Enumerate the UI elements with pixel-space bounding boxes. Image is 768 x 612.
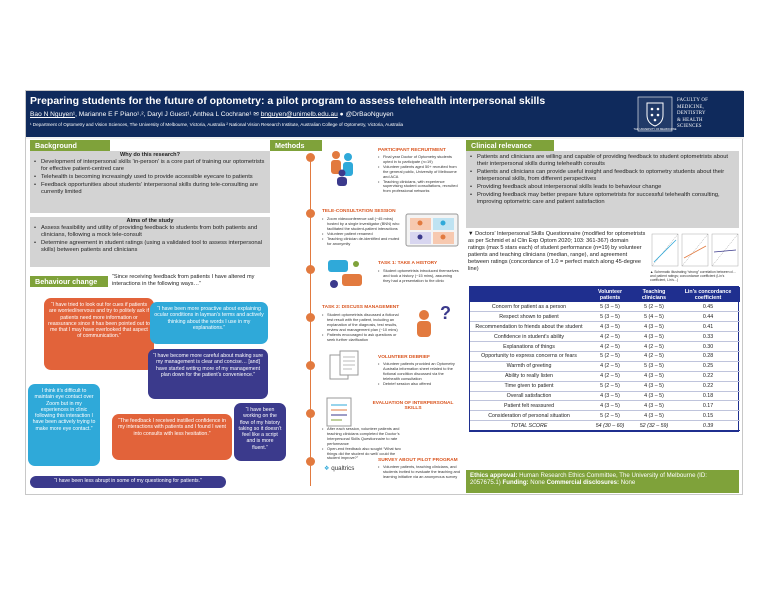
rating-cell: 5 (4 – 5) xyxy=(632,312,676,322)
table-body xyxy=(470,302,740,431)
rating-cell: 4 (2 – 5) xyxy=(588,371,632,381)
rating-cell: 4 (3 – 5) xyxy=(632,411,676,421)
step-text xyxy=(322,313,404,342)
funding-text: None xyxy=(528,479,547,487)
conversation-icon xyxy=(326,258,364,292)
poster xyxy=(25,90,743,495)
rating-form-icon xyxy=(324,395,358,429)
ethics-label: Ethics approval: xyxy=(470,472,518,479)
faculty-line: SCIENCES xyxy=(677,124,702,130)
domain-label-cell: TOTAL SCORE xyxy=(470,421,588,431)
domain-label-cell: Consideration of personal situation xyxy=(470,411,588,421)
clinical-bullet: • Providing feedback about interpersonal skills leads to behaviour change xyxy=(468,184,736,191)
timeline-dot xyxy=(306,409,315,418)
timeline-dot xyxy=(306,361,315,370)
rating-cell: 0.17 xyxy=(676,401,740,411)
clinical-bullet: • Patients and clinicians can provide useful insight and feedback to optometry students about their interpersonal skills, from different perspectives xyxy=(468,169,736,183)
table-total-row xyxy=(470,421,740,431)
rating-cell: 4 (3 – 5) xyxy=(632,401,676,411)
table-row xyxy=(470,361,740,371)
step-bullet: • Final year Doctor of Optometry students opted in to participate (n=19) xyxy=(378,155,460,165)
rating-cell: 5 (2 – 5) xyxy=(632,302,676,312)
domain-label-cell: Explanations of things xyxy=(470,342,588,352)
table-header-cell: Lin’s concordance coefficient xyxy=(676,287,740,302)
faculty-line: DENTISTRY xyxy=(677,111,706,117)
rating-cell: 5 (2 – 5) xyxy=(588,351,632,361)
qualtrics-logo xyxy=(324,465,354,472)
table-header-cell xyxy=(470,287,588,302)
table-row xyxy=(470,332,740,342)
timeline-dot xyxy=(306,153,315,162)
aims-bullet: • Determine agreement in student ratings (using a validated tool to assess interpersonal skills) between patients and clinicians xyxy=(32,240,267,254)
domain-label-cell: Ability to really listen xyxy=(470,371,588,381)
co-authors: , Marianne E F Piano¹˒², Daryl J Guest¹, Anthea L Cochrane¹ xyxy=(75,111,252,118)
step-text xyxy=(378,362,460,387)
author-twitter[interactable]: @DrBaoNguyen xyxy=(345,111,394,118)
rating-cell: 4 (2 – 5) xyxy=(588,342,632,352)
clinical-bullet: • Providing feedback may better prepare future optometrists for successful telehealth consulting, improving optometric care and patient satisfaction xyxy=(468,192,736,206)
rating-cell: 0.22 xyxy=(676,381,740,391)
table-row xyxy=(470,401,740,411)
poster-header xyxy=(26,91,744,137)
domain-label-cell: Respect shown to patient xyxy=(470,312,588,322)
step-title: VOLUNTEER DEBRIEF xyxy=(378,355,430,360)
background-box xyxy=(30,151,270,213)
step-text xyxy=(378,465,460,480)
step-bullet: • Volunteer patients, teaching clinicians, and students invited to evaluate the teaching and learning initiative via an anonymous survey xyxy=(378,465,460,480)
author-email[interactable]: bnguyen@unimelb.edu.au xyxy=(260,111,338,118)
step-bullet: • Teaching clinicians, with experience supervising student consultations, recruited from professional networks xyxy=(378,180,460,195)
step-title: TASK 1: TAKE A HISTORY xyxy=(378,261,438,266)
step-bullet: • Zoom videoconference call (~45 mins) hosted by a single investigator (BNN) who facilitated the student-patient interactions xyxy=(322,217,402,232)
rating-cell: 4 (2 – 5) xyxy=(588,361,632,371)
rating-cell: 4 (3 – 5) xyxy=(632,332,676,342)
behaviour-prompt: “Since receiving feedback from patients I have altered my interactions in the following ways…” xyxy=(112,274,255,287)
background-bullet: • Feedback opportunities about students’ interpersonal skills during tele-consulting are currently limited xyxy=(32,182,267,196)
ethics-text: Human Research Ethics Committee, The University of Melbourne (ID: 2057675.1) xyxy=(470,472,707,487)
domain-label-cell: Recommendation to friends about the student xyxy=(470,322,588,332)
domain-label-cell: Patient felt reassured xyxy=(470,401,588,411)
domain-label-cell: Concern for patient as a person xyxy=(470,302,588,312)
clinical-bullet: • Patients and clinicians are willing and capable of providing feedback to student optometrists about their interpersonal skills during telehealth consults xyxy=(468,154,736,168)
svg-text:?: ? xyxy=(440,303,451,323)
domain-label-cell: Opportunity to express concerns or fears xyxy=(470,351,588,361)
domain-label-cell: Confidence in student’s ability xyxy=(470,332,588,342)
university-crest-logo xyxy=(633,97,677,131)
rating-cell: 4 (2 – 5) xyxy=(588,332,632,342)
affiliations: ¹ Department of Optometry and Vision Sciences, The University of Melbourne, Victoria, Australia ² National Vision Research Institute, Australian College of Optometry, Victoria, Australia xyxy=(30,122,404,127)
video-call-icon xyxy=(404,211,460,251)
rating-cell: 4 (2 – 5) xyxy=(632,351,676,361)
rating-cell: 0.33 xyxy=(676,332,740,342)
step-bullet: • Debrief session also offered xyxy=(378,382,460,387)
faculty-line: FACULTY OF xyxy=(677,98,709,103)
qualtrics-label: qualtrics xyxy=(331,465,355,472)
poster-title: Preparing students for the future of optometry: a pilot program to assess telehealth interpersonal skills xyxy=(30,95,546,107)
rating-cell: 4 (3 – 5) xyxy=(588,401,632,411)
quote-bubble: “I have been more proactive about explaining ocular conditions in layman’s terms and actively thinking about the words I use in my explanations.” xyxy=(150,302,268,344)
step-text xyxy=(378,269,460,284)
rating-cell: 0.18 xyxy=(676,391,740,401)
disclosure-text: None xyxy=(619,479,636,487)
step-text xyxy=(322,217,402,246)
clinical-heading: Clinical relevance xyxy=(466,140,554,151)
qualtrics-icon: ❖ xyxy=(324,465,330,472)
domain-label-cell: Time given to patient xyxy=(470,381,588,391)
timeline-dot xyxy=(306,209,315,218)
table-header-cell: Volunteer patients xyxy=(588,287,632,302)
rating-cell: 4 (2 – 5) xyxy=(632,342,676,352)
table-header-cell: Teaching clinicians xyxy=(632,287,676,302)
quote-bubble: I think it’s difficult to maintain eye contact over Zoom but in my experiences in clinic following this interaction I have been actively trying to make more eye contact.” xyxy=(28,384,100,466)
ratings-table-wrapper xyxy=(469,286,739,432)
table-header-row xyxy=(470,287,740,302)
quote-bubble: “I have tried to look out for cues if patients are worried/nervous and try to politely ask if patients need more information or reassurance since it has been pointed out to me that I may have overlooked that aspect of communication.” xyxy=(44,298,154,370)
rating-cell: 4 (3 – 5) xyxy=(632,371,676,381)
rating-cell: 5 (3 – 5) xyxy=(588,302,632,312)
logo-university-name: THE UNIVERSITY OF MELBOURNE xyxy=(633,128,677,131)
faculty-line: MEDICINE, xyxy=(677,104,704,110)
methods-heading: Methods xyxy=(270,140,322,151)
email-icon: ✉ xyxy=(253,111,259,118)
quote-bubble: “I have become more careful about making sure my management is clear and concise… [and] have started writing more of my management plan down for the patient’s convenience.” xyxy=(148,349,268,399)
quote-bubble: “I have been working on the flow of my history taking so it doesn’t feel like a script and is more fluent.” xyxy=(234,403,286,461)
step-bullet: • Open-end feedback also sought “What two things did the student do well/ could the student improve?” xyxy=(322,447,404,462)
step-title: PARTICIPANT RECRUITMENT xyxy=(378,148,446,153)
aims-title: Aims of the study xyxy=(126,218,174,224)
ethics-footer xyxy=(466,470,739,493)
step-bullet: • Patients encouraged to ask questions or seek further clarification xyxy=(322,333,404,343)
step-title: TASK 2: DISCUSS MANAGEMENT xyxy=(322,305,400,310)
rating-cell: 5 (2 – 5) xyxy=(588,411,632,421)
table-row xyxy=(470,381,740,391)
rating-cell: 54 (30 – 60) xyxy=(588,421,632,431)
funding-label: Funding: xyxy=(502,479,529,487)
table-row xyxy=(470,322,740,332)
rating-cell: 5 (2 – 5) xyxy=(588,381,632,391)
lead-author: Bao N Nguyen¹ xyxy=(30,111,76,118)
step-title: EVALUATION OF INTERPERSONAL SKILLS xyxy=(372,401,454,412)
timeline-dot xyxy=(306,313,315,322)
rating-cell: 52 (32 – 59) xyxy=(632,421,676,431)
step-text xyxy=(322,427,404,461)
table-row xyxy=(470,371,740,381)
aims-bullet: • Assess feasibility and utility of providing feedback to students from both patients and clinicians, following a mock tele-consult xyxy=(32,225,267,239)
step-bullet: • Teaching clinician de-identified and muted for anonymity xyxy=(322,237,402,247)
rating-cell: 0.25 xyxy=(676,361,740,371)
rating-cell: 0.39 xyxy=(676,421,740,431)
twitter-icon: ● xyxy=(339,111,344,118)
question-person-icon xyxy=(412,301,458,341)
rating-cell: 0.15 xyxy=(676,411,740,421)
quote-bubble: “The feedback I received instilled confidence in my interactions with patients and I found I went into consults with less hesitation.” xyxy=(112,414,232,460)
timeline-dot xyxy=(306,457,315,466)
domain-label-cell: Overall satisfaction xyxy=(470,391,588,401)
table-row xyxy=(470,411,740,421)
rating-cell: 4 (3 – 5) xyxy=(588,322,632,332)
aims-box xyxy=(30,217,270,267)
step-bullet: • Student optometrists discussed a fictional test result with the patient, including an explanation of the diagnosis, test results, review and management plan (~10 mins) xyxy=(322,313,404,333)
rating-cell: 4 (3 – 5) xyxy=(588,391,632,401)
step-title: SURVEY ABOUT PILOT PROGRAM xyxy=(378,458,458,463)
table-row xyxy=(470,312,740,322)
table-row xyxy=(470,351,740,361)
faculty-logo-text xyxy=(677,98,739,131)
rating-cell: 0.45 xyxy=(676,302,740,312)
rating-cell: 4 (3 – 5) xyxy=(632,391,676,401)
rating-cell: 4 (3 – 5) xyxy=(632,381,676,391)
table-row xyxy=(470,391,740,401)
step-text xyxy=(378,155,460,194)
step-title: TELE-CONSULTATION SESSION xyxy=(322,209,396,214)
behaviour-heading: Behaviour change xyxy=(30,276,108,287)
table-row xyxy=(470,302,740,312)
rating-cell: 5 (3 – 5) xyxy=(632,361,676,371)
step-bullet: • Volunteer patient renamed xyxy=(322,232,402,237)
schematic-caption: ▲ Schematic illustrating “strong” correlation between cl... and patient ratings; concordance coefficient (Lin’s coefficient, Lin’s...) xyxy=(650,270,736,283)
documents-icon xyxy=(326,349,366,385)
clinical-box xyxy=(466,151,739,228)
background-bullet: • Development of interpersonal skills ‘in-person’ is a core part of training our optometrists for effective patient-centred care xyxy=(32,159,267,173)
step-bullet: • After each session, volunteer patients and teaching clinicians completed the Doctor’s Interpersonal Skills Questionnaire to rate performance xyxy=(322,427,404,447)
rating-cell: 5 (3 – 5) xyxy=(588,312,632,322)
concordance-schematic xyxy=(650,232,740,272)
faculty-line: & HEALTH xyxy=(677,117,703,123)
header-divider xyxy=(26,137,744,139)
background-bullet: • Telehealth is becoming increasingly used to provide accessible eyecare to patients xyxy=(32,174,267,181)
ratings-table xyxy=(470,287,740,431)
timeline-dot xyxy=(306,265,315,274)
rating-cell: 0.22 xyxy=(676,371,740,381)
disclosure-label: Commercial disclosures: xyxy=(546,479,620,487)
author-line xyxy=(30,110,394,118)
step-bullet: • Volunteer patients provided an Optometry Australia information sheet related to the fictional condition discussed via the telehealth consultation xyxy=(378,362,460,382)
why-research-title: Why do this research? xyxy=(120,152,180,158)
domain-label-cell: Warmth of greeting xyxy=(470,361,588,371)
table-row xyxy=(470,342,740,352)
rating-cell: 0.41 xyxy=(676,322,740,332)
recruitment-people-icon xyxy=(326,147,358,187)
rating-cell: 0.30 xyxy=(676,342,740,352)
rating-cell: 0.44 xyxy=(676,312,740,322)
step-bullet: • Student optometrists introduced themselves and took a history (~15 mins), assuming they had a presentation to the clinic xyxy=(378,269,460,284)
questionnaire-description: ▼ Doctors’ Interpersonal Skills Questionnaire (modified for optometrists as per Schmid et al Clin Exp Optom 2020; 103: 361-367) domain ratings (max 5 stars each) of student performance (n=19) by volunteer patients and teaching clinicians (median, range), and agreement between ratings (concordance of 1.0 = perfect match along 45-degree line) xyxy=(468,231,646,272)
step-bullet: • Volunteer patients aged 50+ recruited from the general public, University of Melbourne and ACA xyxy=(378,165,460,180)
rating-cell: 0.28 xyxy=(676,351,740,361)
background-heading: Background xyxy=(30,140,110,151)
quote-bubble: “I have been less abrupt in some of my questioning for patients.” xyxy=(30,476,226,488)
rating-cell: 4 (3 – 5) xyxy=(632,322,676,332)
